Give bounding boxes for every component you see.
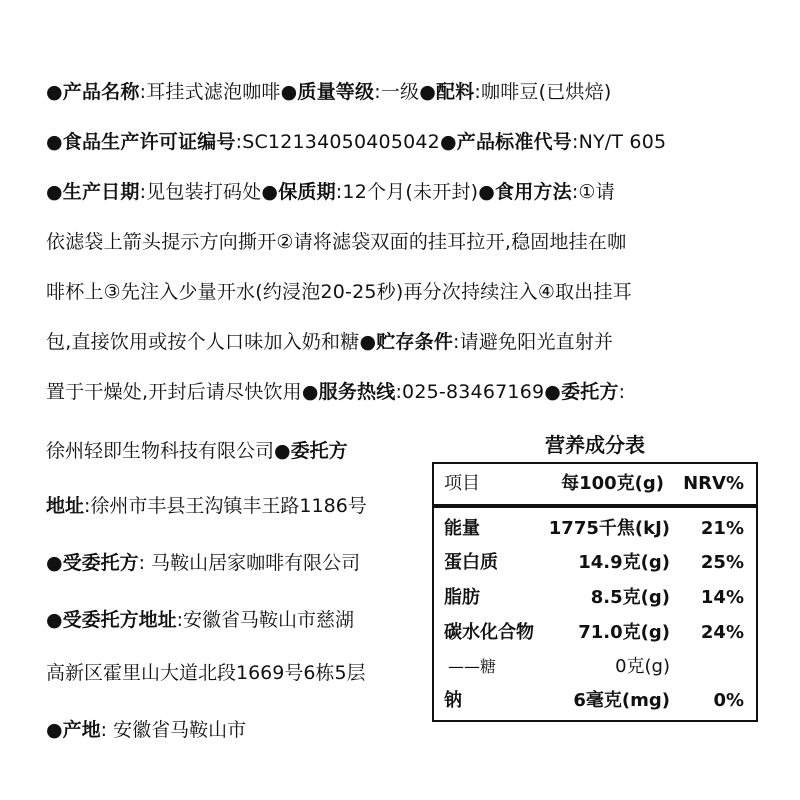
license-label: 食品生产许可证编号: [62, 131, 236, 153]
production-date: 见包装打码处: [146, 181, 262, 203]
storage-label: 贮存条件: [376, 331, 454, 353]
bullet: ●: [359, 331, 377, 353]
client-address-label-2: 地址: [46, 495, 85, 517]
bullet: ●: [439, 131, 457, 153]
date-label: 生产日期: [62, 181, 140, 203]
client-label: 委托方: [561, 381, 619, 403]
nutrition-header-row: [434, 464, 756, 508]
client-address: 徐州市丰县王沟镇丰王路1186号: [90, 495, 367, 517]
client-line: [46, 429, 426, 473]
header-nrv: NRV%: [683, 473, 744, 494]
ingredients-label: 配料: [436, 81, 475, 103]
row-amount: 1775千焦(kJ): [548, 518, 670, 539]
client-name: 徐州轻即生物科技有限公司: [46, 440, 275, 462]
info-line-7: 置于干燥处,开封后请尽快饮用●服务热线:025-83467169●委托方:: [46, 381, 626, 403]
row-nrv: 25%: [700, 552, 744, 573]
usage-text-2: 依滤袋上箭头提示方向撕开②请将滤袋双面的挂耳拉开,稳固地挂在咖: [46, 231, 627, 253]
row-item: 能量: [444, 518, 480, 539]
client-address-label: 委托方: [290, 440, 348, 462]
info-line-1: ●产品名称:耳挂式滤泡咖啡●质量等级:一级●配料:咖啡豆(已烘焙): [46, 81, 612, 103]
nutrition-table-title: 营养成分表: [545, 433, 645, 457]
usage-text-3: 啡杯上③先注入少量开水(约浸泡20-25秒)再分次持续注入④取出挂耳: [46, 281, 632, 303]
client-address-line: 地址:徐州市丰县王沟镇丰王路1186号: [46, 495, 367, 517]
origin-line: ●产地: 安徽省马鞍山市: [46, 719, 247, 741]
bullet: ●: [46, 719, 63, 741]
info-line-4: [46, 221, 758, 263]
bullet: ●: [46, 131, 63, 153]
bullet: ●: [544, 381, 562, 403]
usage-text-4: 包,直接饮用或按个人口味加入奶和糖: [46, 331, 360, 353]
bullet: ●: [301, 381, 319, 403]
row-nrv: 24%: [700, 622, 744, 643]
product-name-label: 产品名称: [62, 81, 140, 103]
info-line-3: ●生产日期:见包装打码处●保质期:12个月(未开封)●食用方法:①请: [46, 181, 615, 203]
table-row: [434, 650, 756, 684]
standard: NY/T 605: [578, 131, 667, 153]
usage-label: 食用方法: [495, 181, 572, 203]
row-nrv: 14%: [700, 587, 744, 608]
bullet: ●: [419, 81, 436, 103]
shelf-life-label: 保质期: [278, 181, 336, 203]
contractor-name: 马鞍山居家咖啡有限公司: [151, 552, 361, 574]
row-amount: 8.5克(g): [590, 587, 670, 608]
origin: 安徽省马鞍山市: [113, 719, 247, 741]
standard-label: 产品标准代号: [456, 131, 572, 153]
row-item: ——糖: [448, 657, 497, 676]
label-text-block: [46, 71, 758, 413]
row-amount: 14.9克(g): [578, 552, 670, 573]
contractor-address-1: 安徽省马鞍山市慈湖: [183, 609, 355, 631]
table-row: [434, 546, 756, 580]
contractor-address-line-1: ●受委托方地址:安徽省马鞍山市慈湖: [46, 609, 355, 631]
bullet: ●: [46, 609, 63, 631]
contractor-address-2: 高新区霍里山大道北段1669号6栋5层: [46, 662, 366, 684]
row-nrv: 0%: [713, 690, 744, 711]
hotline-label: 服务热线: [318, 381, 396, 403]
bullet: ●: [46, 552, 63, 574]
contractor-line: ●受委托方: 马鞍山居家咖啡有限公司: [46, 552, 361, 574]
shelf-life: 12个月(未开封): [342, 181, 479, 203]
row-item: 蛋白质: [444, 552, 498, 573]
license: SC12134050405042: [242, 131, 440, 153]
hotline: 025-83467169: [402, 381, 545, 403]
usage-text-1: ①请: [578, 181, 615, 203]
bullet: ●: [274, 440, 291, 462]
row-item: 钠: [444, 690, 462, 711]
row-amount: 6毫克(mg): [573, 690, 670, 711]
row-item: 脂肪: [444, 587, 480, 608]
contractor-label: 受委托方: [62, 552, 139, 574]
info-line-5: [46, 271, 758, 313]
bullet: ●: [280, 81, 298, 103]
table-row: [434, 684, 756, 718]
header-per-100g: 每100克(g): [561, 473, 664, 494]
grade: 一级: [380, 81, 420, 103]
info-line-2: ●食品生产许可证编号:SC12134050405042●产品标准代号:NY/T 605: [46, 131, 667, 153]
header-item: 项目: [444, 473, 480, 494]
nutrition-table: [432, 462, 758, 722]
left-column: [46, 429, 426, 752]
bullet: ●: [46, 81, 63, 103]
table-row: [434, 512, 756, 546]
ingredients: 咖啡豆(已烘焙): [481, 81, 612, 103]
row-nrv: 21%: [700, 518, 744, 539]
grade-label: 质量等级: [297, 81, 375, 103]
table-row: [434, 581, 756, 615]
bullet: ●: [46, 181, 63, 203]
info-line-6: 包,直接饮用或按个人口味加入奶和糖●贮存条件:请避免阳光直射并: [46, 331, 614, 353]
row-item: 碳水化合物: [444, 622, 534, 643]
contractor-address-label: 受委托方地址: [62, 609, 177, 631]
contractor-address-line-2: [46, 651, 426, 695]
bullet: ●: [261, 181, 279, 203]
bullet: ●: [478, 181, 495, 203]
storage-text-2: 置于干燥处,开封后请尽快饮用: [46, 381, 302, 403]
table-row: [434, 616, 756, 650]
product-name: 耳挂式滤泡咖啡: [146, 81, 281, 103]
origin-label: 产地: [62, 719, 101, 741]
storage-text-1: 请避免阳光直射并: [459, 331, 614, 353]
row-amount: 0克(g): [615, 656, 670, 677]
row-amount: 71.0克(g): [578, 622, 670, 643]
